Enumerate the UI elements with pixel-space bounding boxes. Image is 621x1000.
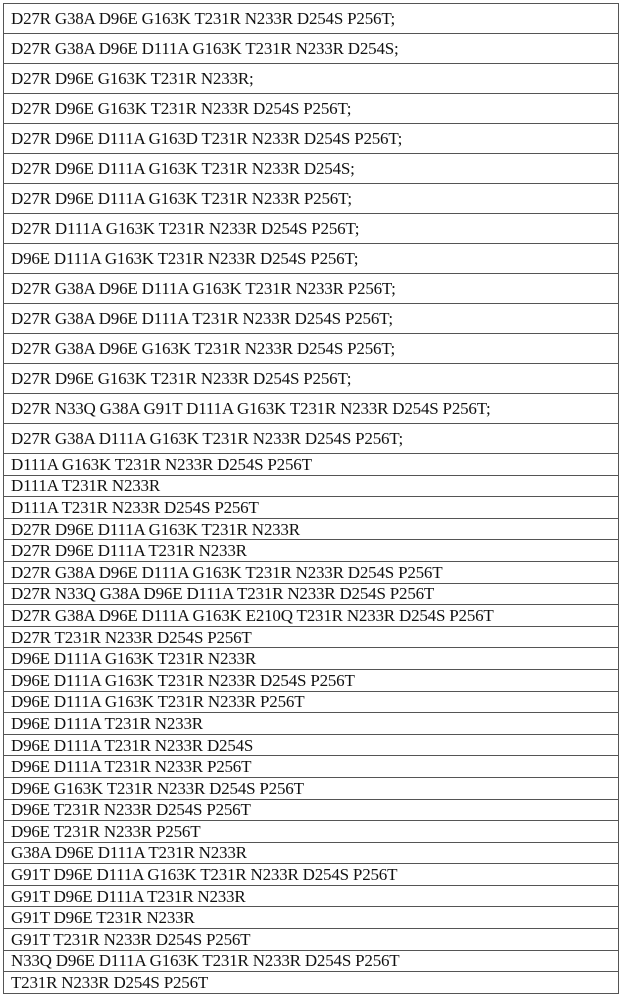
mutation-cell: D27R D111A G163K T231R N233R D254S P256T; (4, 214, 619, 244)
mutation-cell: D27R D96E D111A G163D T231R N233R D254S P256T; (4, 124, 619, 154)
mutation-cell: D27R D96E G163K T231R N233R D254S P256T; (4, 364, 619, 394)
table-row (4, 394, 619, 424)
mutation-cell: D96E D111A G163K T231R N233R D254S P256T (4, 669, 619, 691)
table-row (4, 497, 619, 519)
table-row (4, 475, 619, 497)
table-row (4, 713, 619, 735)
mutation-cell: G91T D96E D111A G163K T231R N233R D254S P256T (4, 864, 619, 886)
mutation-cell: D27R D96E G163K T231R N233R D254S P256T; (4, 94, 619, 124)
table-row (4, 885, 619, 907)
mutation-cell: G38A D96E D111A T231R N233R (4, 842, 619, 864)
table-row (4, 907, 619, 929)
mutation-cell: D27R G38A D96E D111A G163K T231R N233R D254S; (4, 34, 619, 64)
table-row (4, 184, 619, 214)
table-row (4, 244, 619, 274)
table-row (4, 669, 619, 691)
table-row (4, 821, 619, 843)
mutation-cell: D27R G38A D96E D111A T231R N233R D254S P256T; (4, 304, 619, 334)
mutation-cell: D96E D111A T231R N233R (4, 713, 619, 735)
table-row (4, 124, 619, 154)
table-row (4, 583, 619, 605)
mutation-cell: D27R D96E D111A G163K T231R N233R D254S; (4, 154, 619, 184)
table-row (4, 605, 619, 627)
table-row (4, 864, 619, 886)
table-row (4, 518, 619, 540)
mutation-cell: D27R D96E D111A G163K T231R N233R P256T; (4, 184, 619, 214)
mutation-cell: D96E T231R N233R P256T (4, 821, 619, 843)
table-row (4, 648, 619, 670)
mutation-cell: D27R G38A D96E D111A G163K T231R N233R P256T; (4, 274, 619, 304)
mutation-cell: D27R D96E G163K T231R N233R; (4, 64, 619, 94)
mutation-cell: D27R D96E D111A G163K T231R N233R (4, 518, 619, 540)
mutation-cell: D27R G38A D96E D111A G163K E210Q T231R N233R D254S P256T (4, 605, 619, 627)
table-row (4, 64, 619, 94)
mutation-cell: D96E D111A G163K T231R N233R (4, 648, 619, 670)
mutation-cell: D96E D111A G163K T231R N233R P256T (4, 691, 619, 713)
mutation-cell: D27R G38A D96E D111A G163K T231R N233R D254S P256T (4, 561, 619, 583)
mutation-cell: G91T D96E D111A T231R N233R (4, 885, 619, 907)
mutation-cell: D96E G163K T231R N233R D254S P256T (4, 777, 619, 799)
mutation-table (3, 3, 619, 994)
mutation-cell: D111A G163K T231R N233R D254S P256T (4, 454, 619, 476)
mutation-cell: D96E D111A T231R N233R P256T (4, 756, 619, 778)
mutation-cell: N33Q D96E D111A G163K T231R N233R D254S P256T (4, 950, 619, 972)
table-row (4, 364, 619, 394)
mutation-cell: D96E T231R N233R D254S P256T (4, 799, 619, 821)
table-row (4, 540, 619, 562)
mutation-table-body (4, 4, 619, 994)
table-row (4, 274, 619, 304)
mutation-cell: T231R N233R D254S P256T (4, 972, 619, 994)
table-row (4, 842, 619, 864)
table-row (4, 561, 619, 583)
table-row (4, 154, 619, 184)
table-row (4, 454, 619, 476)
mutation-cell: D96E D111A T231R N233R D254S (4, 734, 619, 756)
mutation-cell: D96E D111A G163K T231R N233R D254S P256T; (4, 244, 619, 274)
table-row (4, 691, 619, 713)
table-row (4, 304, 619, 334)
mutation-cell: D27R D96E D111A T231R N233R (4, 540, 619, 562)
table-row (4, 626, 619, 648)
table-row (4, 756, 619, 778)
table-row (4, 799, 619, 821)
table-row (4, 4, 619, 34)
mutation-cell: D27R N33Q G38A G91T D111A G163K T231R N233R D254S P256T; (4, 394, 619, 424)
mutation-cell: G91T T231R N233R D254S P256T (4, 929, 619, 951)
table-row (4, 94, 619, 124)
mutation-cell: D111A T231R N233R D254S P256T (4, 497, 619, 519)
table-row (4, 334, 619, 364)
mutation-cell: D27R G38A D96E G163K T231R N233R D254S P256T; (4, 334, 619, 364)
mutation-cell: D27R G38A D96E G163K T231R N233R D254S P256T; (4, 4, 619, 34)
mutation-cell: D27R T231R N233R D254S P256T (4, 626, 619, 648)
table-row (4, 972, 619, 994)
mutation-cell: D111A T231R N233R (4, 475, 619, 497)
mutation-cell: G91T D96E T231R N233R (4, 907, 619, 929)
table-row (4, 34, 619, 64)
mutation-cell: D27R N33Q G38A D96E D111A T231R N233R D254S P256T (4, 583, 619, 605)
mutation-cell: D27R G38A D111A G163K T231R N233R D254S P256T; (4, 424, 619, 454)
table-row (4, 950, 619, 972)
table-row (4, 424, 619, 454)
table-row (4, 734, 619, 756)
table-row (4, 929, 619, 951)
table-row (4, 777, 619, 799)
table-row (4, 214, 619, 244)
